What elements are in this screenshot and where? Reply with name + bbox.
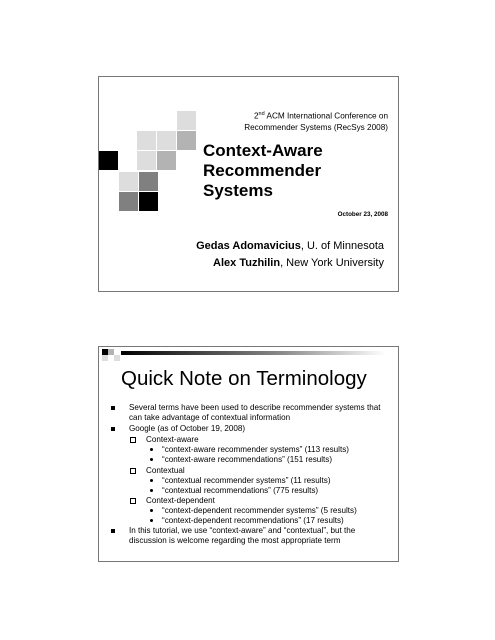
- bullet-list: [108, 403, 390, 547]
- sub-sub-item: “context-dependent recommendations” (17 results): [108, 516, 390, 526]
- sub-sub-item: “context-dependent recommender systems” (5 results): [108, 506, 390, 516]
- decor-square: [177, 131, 196, 150]
- bullet-item: Google (as of October 19, 2008): [108, 424, 390, 434]
- corner-square: [102, 355, 108, 361]
- slide-title-text: Quick Note on Terminology: [121, 367, 367, 390]
- decor-square: [157, 151, 176, 170]
- decor-square: [139, 172, 158, 191]
- sub-sub-item: “contextual recommender systems” (11 results): [108, 476, 390, 486]
- slide-title: [98, 76, 399, 292]
- decor-square: [99, 151, 118, 170]
- decor-square: [177, 111, 196, 130]
- sub-item: Contextual: [108, 466, 390, 476]
- header-strip: [121, 351, 386, 355]
- corner-square: [114, 355, 120, 361]
- bullet-item: In this tutorial, we use “context-aware” and “contextual”, but the discussion is welcome regarding the most appropriate term: [108, 526, 390, 546]
- authors: Gedas Adomavicius, U. of Minnesota Alex Tuzhilin, New York University: [196, 240, 384, 269]
- decor-square: [119, 172, 138, 191]
- bullet-item: Several terms have been used to describe recommender systems that can take advantage of contextual information: [108, 403, 390, 423]
- sub-item: Context-dependent: [108, 496, 390, 506]
- decor-square: [119, 192, 138, 211]
- sub-sub-item: “contextual recommendations” (775 results): [108, 486, 390, 496]
- slide-title-text: Context-Aware Recommender Systems: [203, 141, 323, 200]
- slide-terminology: [98, 346, 399, 562]
- decor-square: [157, 131, 176, 150]
- sub-item: Context-aware: [108, 435, 390, 445]
- decor-square: [139, 192, 158, 211]
- sub-sub-item: “context-aware recommendations” (151 results): [108, 455, 390, 465]
- sub-sub-item: “context-aware recommender systems” (113 results): [108, 445, 390, 455]
- conference-name: 2nd ACM International Conference on Recommender Systems (RecSys 2008): [244, 111, 388, 132]
- decor-square: [137, 151, 156, 170]
- decor-square: [137, 131, 156, 150]
- date: October 23, 2008: [337, 211, 388, 218]
